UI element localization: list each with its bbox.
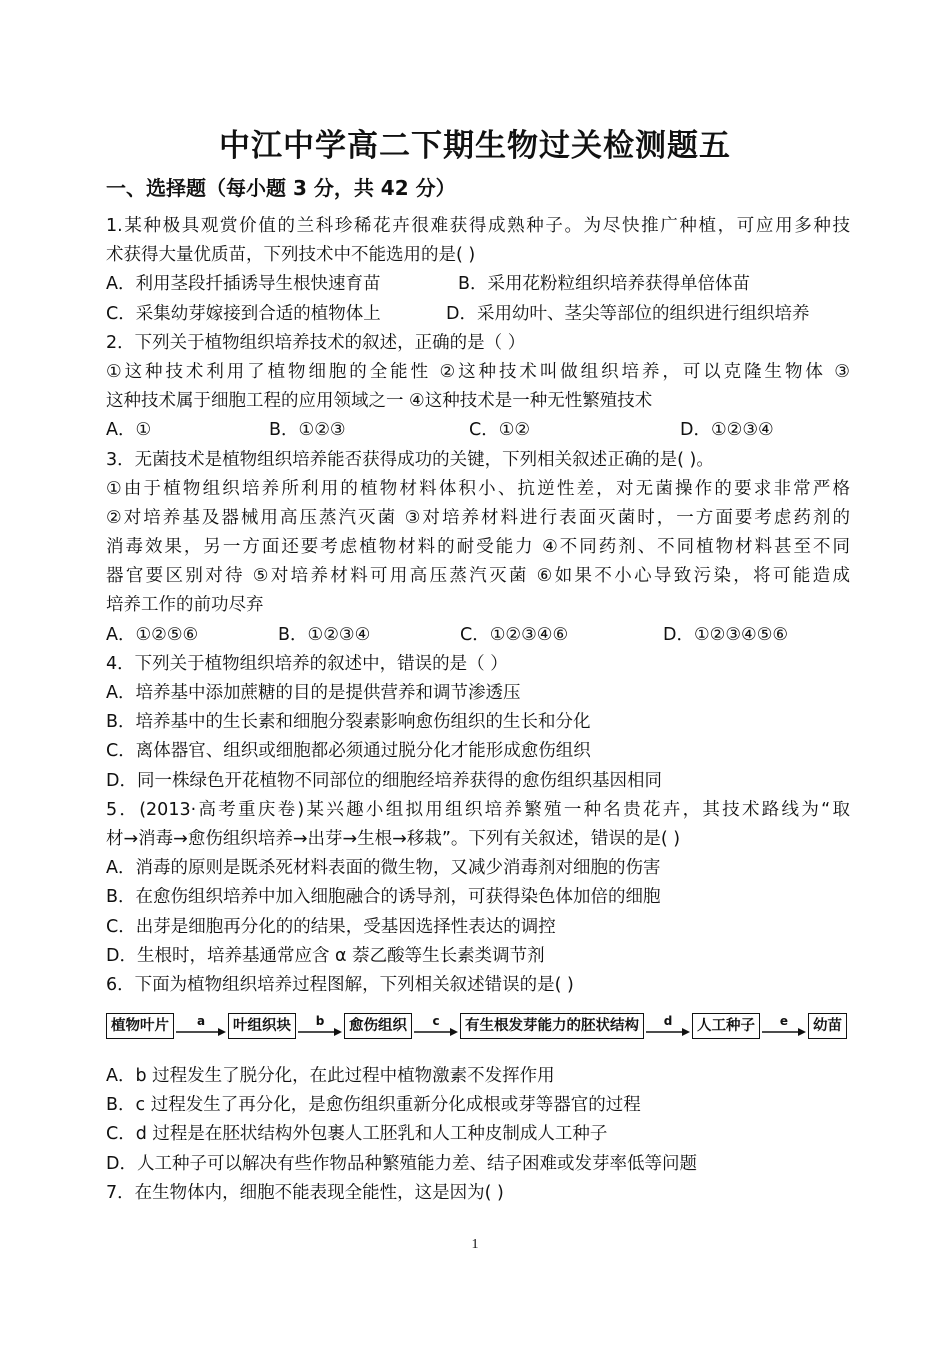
q1-option-a: A．利用茎段扦插诱导生根快速育苗	[106, 274, 381, 295]
flow-node-leaf: 植物叶片	[106, 1013, 174, 1039]
q7-stem: 7．在生物体内，细胞不能表现全能性，这是因为( )	[106, 1182, 504, 1203]
q1-stem-line-2: 术获得大量优质苗，下列技术中不能选用的是( )	[106, 245, 476, 266]
q5-option-b: B．在愈伤组织培养中加入细胞融合的诱导剂，可获得染色体加倍的细胞	[106, 887, 661, 908]
q5-stem-line-2: 材→消毒→愈伤组织培养→出芽→生根→移栽”。下列有关叙述，错误的是( )	[106, 828, 681, 849]
q3-option-d: D．①②③④⑤⑥	[663, 624, 789, 645]
q5-option-c: C．出芽是细胞再分化的的结果，受基因选择性表达的调控	[106, 916, 556, 937]
q5-option-d: D．生根时，培养基通常应含 α 萘乙酸等生长素类调节剂	[106, 945, 545, 966]
q3-statements-line-4: 器官要区别对待 ⑤对培养材料可用高压蒸汽灭菌 ⑥如果不小心导致污染，将可能造成	[106, 566, 850, 587]
q4-option-d: D．同一株绿色开花植物不同部位的细胞经培养获得的愈伤组织基因相同	[106, 770, 662, 791]
q5-option-a: A．消毒的原则是既杀死材料表面的微生物，又减少消毒剂对细胞的伤害	[106, 858, 661, 879]
flow-arrow-label-a: a	[196, 1014, 206, 1029]
q4-option-c: C．离体器官、组织或细胞都必须通过脱分化才能形成愈伤组织	[106, 741, 591, 762]
page-number: 1	[471, 1237, 479, 1252]
q4-option-a: A．培养基中添加蔗糖的目的是提供营养和调节渗透压	[106, 683, 521, 703]
q1-option-b: B．采用花粉粒组织培养获得单倍体苗	[458, 274, 751, 295]
q6-stem: 6．下面为植物组织培养过程图解，下列相关叙述错误的是( )	[106, 974, 574, 995]
q3-stem: 3．无菌技术是植物组织培养能否获得成功的关键，下列相关叙述正确的是( )。	[106, 449, 714, 470]
q3-statements-line-5: 培养工作的前功尽弃	[106, 595, 264, 616]
q4-stem: 4．下列关于植物组织培养的叙述中，错误的是（ ）	[106, 653, 508, 674]
flow-node-embryoid: 有生根发芽能力的胚状结构	[460, 1013, 644, 1039]
q3-options	[106, 621, 850, 650]
q2-option-b: B．①②③	[269, 420, 346, 441]
q2-option-c: C．①②	[469, 420, 531, 441]
flow-arrow-label-e: e	[779, 1014, 789, 1029]
q1-stem-line-1: 1.某种极具观赏价值的兰科珍稀花卉很难获得成熟种子。为尽快推广种植，可应用多种技	[106, 216, 850, 236]
flow-arrow-c	[414, 1015, 458, 1037]
arrow-right-icon	[762, 1027, 806, 1037]
flow-arrow-b	[298, 1015, 342, 1037]
flow-arrow-label-d: d	[663, 1014, 673, 1029]
q6-option-d: D．人工种子可以解决有些作物品种繁殖能力差、结子困难或发芽率低等问题	[106, 1153, 697, 1174]
q1-options-row-2	[106, 300, 850, 329]
arrow-right-icon	[414, 1027, 458, 1037]
q6-option-b: B．c 过程发生了再分化，是愈伤组织重新分化成根或芽等器官的过程	[106, 1095, 641, 1116]
q5-stem-line-1: 5．(2013·高考重庆卷)某兴趣小组拟用组织培养繁殖一种名贵花卉，其技术路线为“取	[106, 799, 850, 820]
q3-statements-line-3: 消毒效果，另一方面还要考虑植物材料的耐受能力 ④不同药剂、不同植物材料甚至不同	[106, 537, 850, 558]
q2-stem: 2．下列关于植物组织培养技术的叙述，正确的是（ ）	[106, 332, 526, 353]
q2-statements-line-2: 这种技术属于细胞工程的应用领域之一 ④这种技术是一种无性繁殖技术	[106, 391, 653, 412]
arrow-right-icon	[646, 1027, 690, 1037]
q6-option-a: A．b 过程发生了脱分化，在此过程中植物激素不发挥作用	[106, 1066, 555, 1087]
question-list	[106, 212, 850, 1208]
flow-arrow-a	[176, 1015, 226, 1037]
arrow-right-icon	[298, 1027, 342, 1037]
q3-option-a: A．①②⑤⑥	[106, 624, 199, 645]
q1-option-c: C．采集幼芽嫁接到合适的植物体上	[106, 303, 381, 324]
q2-option-a: A．①	[106, 420, 152, 441]
q6-flow-diagram	[106, 1000, 850, 1050]
q1-options-row-1	[106, 270, 850, 299]
flow-arrow-d	[646, 1015, 690, 1037]
q2-option-d: D．①②③④	[680, 420, 774, 441]
q2-statements-line-1: ①这种技术利用了植物细胞的全能性 ②这种技术叫做组织培养，可以克隆生物体 ③	[106, 361, 850, 382]
arrow-right-icon	[176, 1027, 226, 1037]
page-title: 中江中学高二下期生物过关检测题五	[219, 128, 731, 164]
flow-node-callus: 愈伤组织	[344, 1013, 412, 1039]
flow-arrow-label-b: b	[315, 1014, 325, 1029]
flow-node-seedling: 幼苗	[808, 1013, 847, 1039]
q3-option-c: C．①②③④⑥	[460, 624, 569, 645]
flow-arrow-label-c: c	[432, 1014, 440, 1029]
q2-options	[106, 416, 850, 445]
q3-option-b: B．①②③④	[278, 624, 371, 645]
q3-statements-line-1: ①由于植物组织培养所利用的植物材料体积小、抗逆性差，对无菌操作的要求非常严格	[106, 478, 850, 499]
q1-option-d: D．采用幼叶、茎尖等部位的组织进行组织培养	[446, 303, 810, 324]
q4-option-b: B．培养基中的生长素和细胞分裂素影响愈伤组织的生长和分化	[106, 712, 591, 733]
q3-statements-line-2: ②对培养基及器械用高压蒸汽灭菌 ③对培养材料进行表面灭菌时，一方面要考虑药剂的	[106, 507, 850, 528]
section-heading: 一、选择题（每小题 3 分，共 42 分）	[106, 176, 456, 200]
q6-option-c: C．d 过程是在胚状结构外包裹人工胚乳和人工种皮制成人工种子	[106, 1124, 608, 1145]
flow-node-leaf-tissue: 叶组织块	[228, 1013, 296, 1039]
flow-node-artificial-seed: 人工种子	[692, 1013, 760, 1039]
flow-arrow-e	[762, 1015, 806, 1037]
